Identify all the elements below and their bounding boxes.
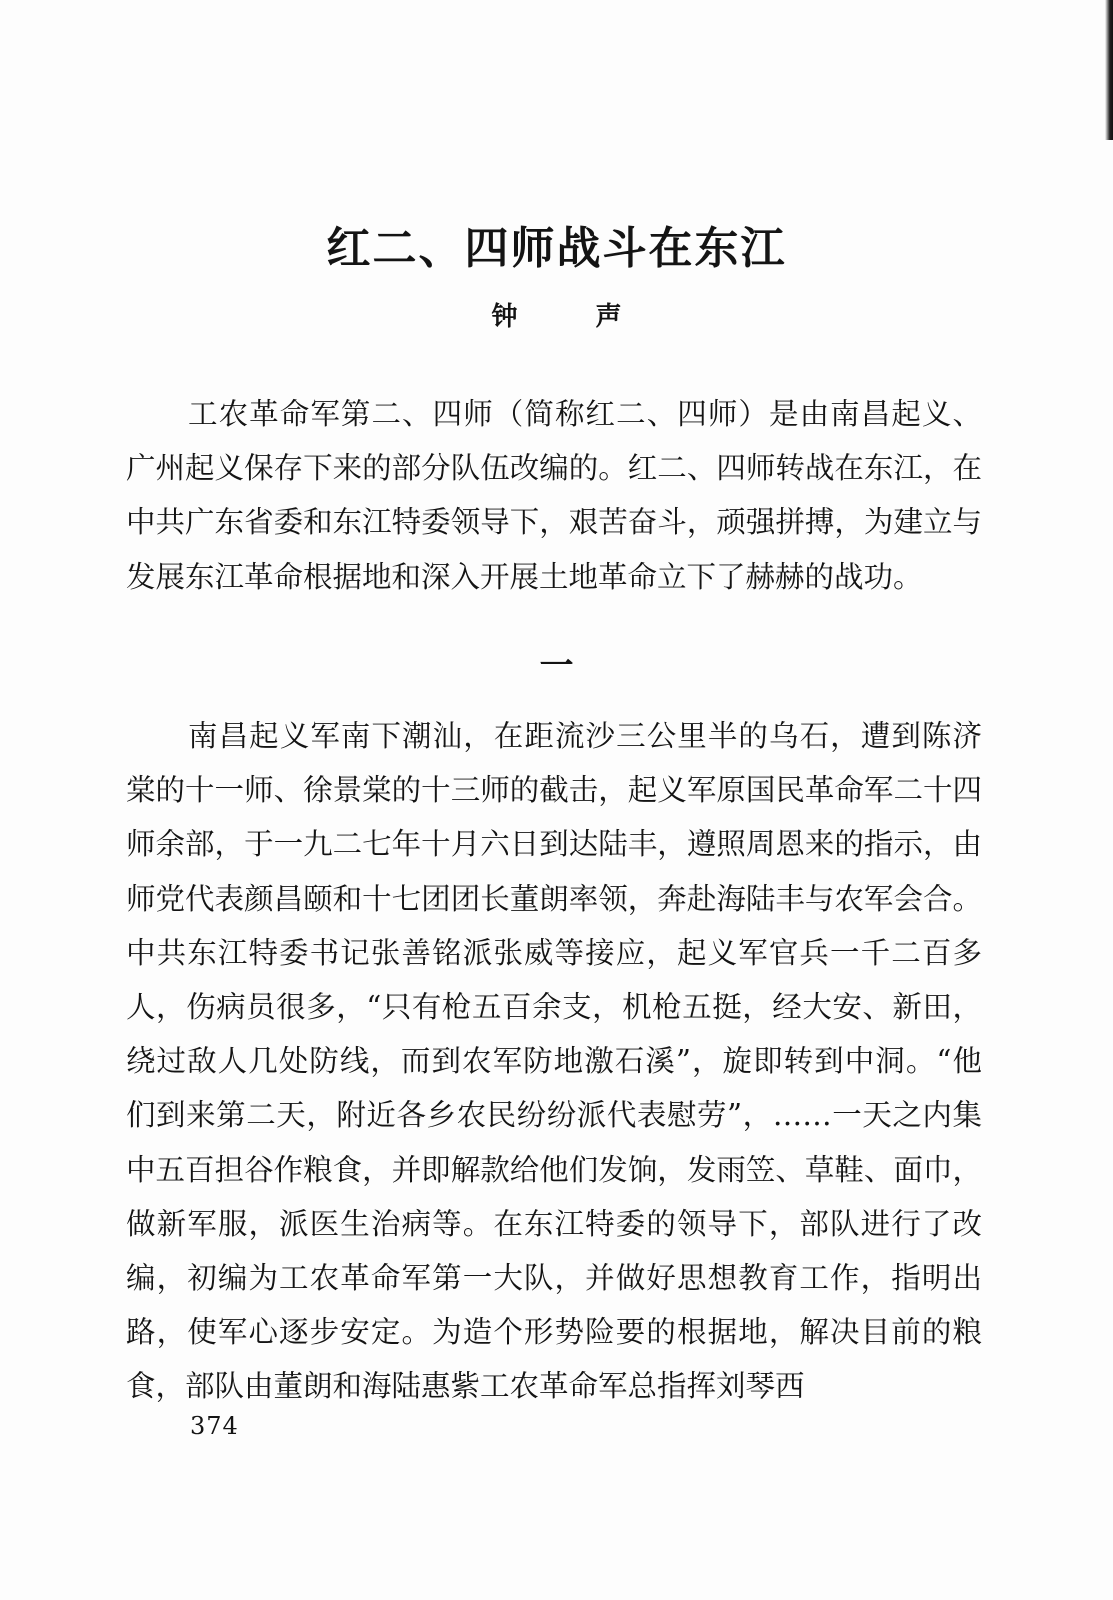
page-number: 374 [190, 1412, 239, 1440]
intro-paragraph: 工农革命军第二、四师（简称红二、四师）是由南昌起义、广州起义保存下来的部分队伍改编的。红二、四师转战在东江，在中共广东省委和东江特委领导下，艰苦奋斗，顽强拼搏，为建立与发展东江革命根据地和深入开展土地革命立下了赫赫的战功。 [126, 397, 982, 594]
section-number: 一 [539, 646, 574, 686]
body-paragraph: 南昌起义军南下潮汕，在距流沙三公里半的乌石，遭到陈济棠的十一师、徐景棠的十三师的截击，起义军原国民革命军二十四师余部，于一九二七年十月六日到达陆丰，遵照周恩来的指示，由师党代表颜昌颐和十七团团长董朗率领，奔赴海陆丰与农军会合。中共东江特委书记张善铭派张威等接应，起义军官兵一千二百多人，伤病员很多，“只有枪五百余支，机枪五挺，经大安、新田，绕过敌人几处防线，而到农军防地激石溪”，旋即转到中洞。“他们到来第二天，附近各乡农民纷纷派代表慰劳”，……一天之内集中五百担谷作粮食，并即解款给他们发饷，发雨笠、草鞋、面巾，做新军服，派医生治病等。在东江特委的领导下，部队进行了改编，初编为工农革命军第一大队，并做好思想教育工作，指明出路，使军心逐步安定。为造个形势险要的根据地，解决目前的粮食，部队由董朗和海陆惠紫工农革命军总指挥刘琴西 [126, 719, 982, 1404]
article-title: 红二、四师战斗在东江 [326, 223, 787, 274]
author-char-2: 声 [595, 302, 622, 332]
scan-edge-shadow [1105, 0, 1113, 140]
author-char-1: 钟 [491, 302, 518, 332]
article-author [0, 296, 1113, 333]
